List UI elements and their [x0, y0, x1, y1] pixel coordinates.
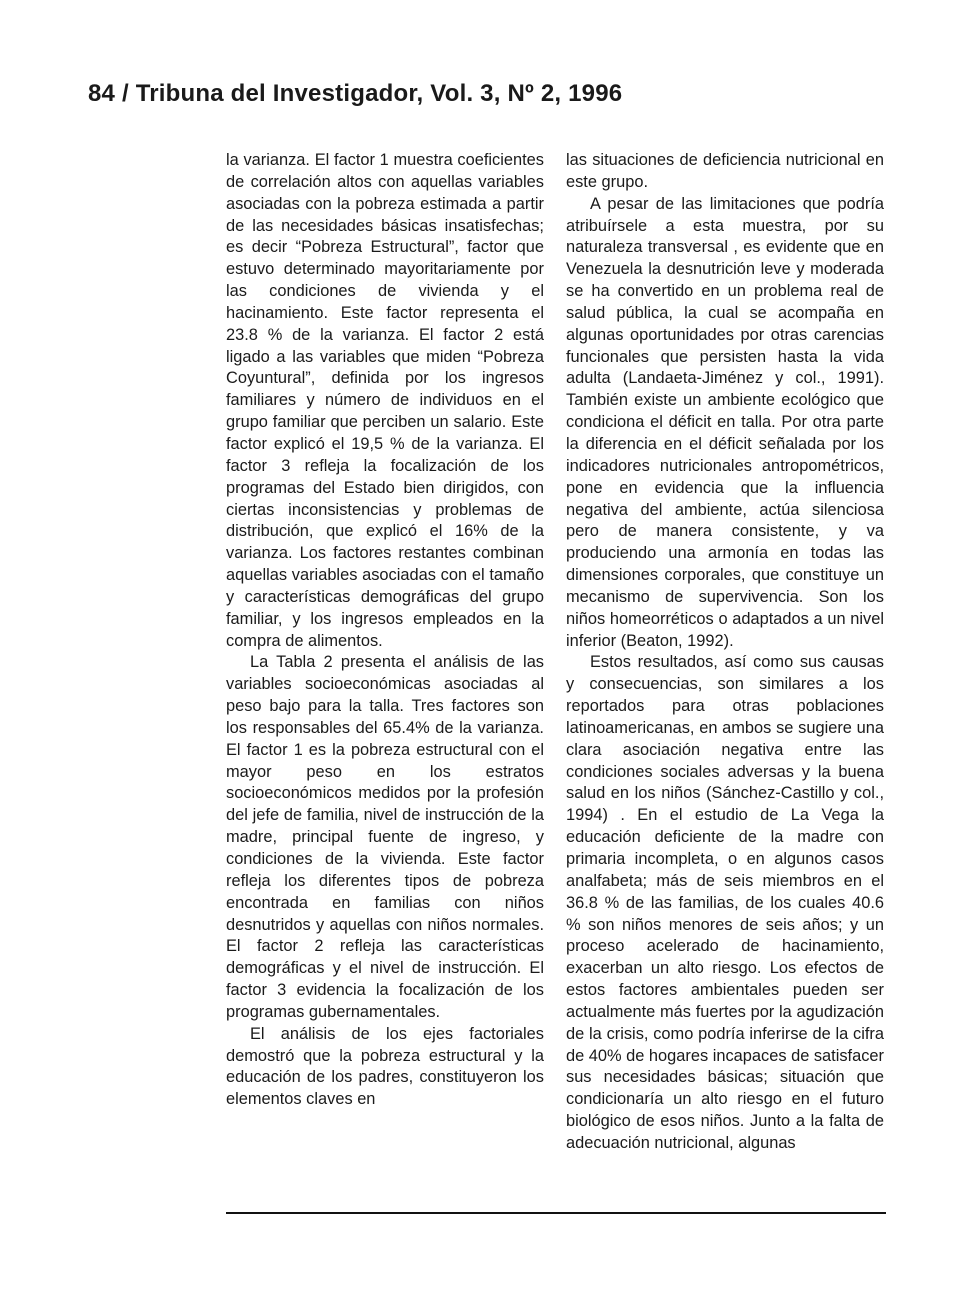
right-paragraph-3: Estos resultados, así como sus causas y consecuencias, son similares a los reportados para otras poblaciones latinoamericanas, en ambos se sugiere una clara asociación negativa entre las condiciones sociales adversas y la buena salud en los niños (Sánchez-Castillo y col., 1994) . En el estudio de La Vega la educación deficiente de la madre con primaria incompleta, o en algunos casos analfabeta; más de seis miembros en el 36.8 % de las familias, de los cuales 40.6 % son niños menores de seis años; y un proceso acelerado de hacinamiento, exacerban un alto riesgo. Los efectos de estos factores ambientales pueden ser actualmente más fuertes por la agudización de la crisis, como podría inferirse de la cifra de 40% de hogares incapaces de satisfacer sus necesidades básicas; situación que condicionaría un alto riesgo en el futuro biológico de esos niños. Junto a la falta de adecuación nutricional, algunas — [566, 653, 885, 1152]
left-paragraph-3: El análisis de los ejes factoriales demostró que la pobreza estructural y la educación de los padres, constituyeron los elementos claves en — [226, 1024, 544, 1109]
running-header: 84 / Tribuna del Investigador, Vol. 3, Nº 2, 1996 — [88, 80, 623, 107]
right-paragraph-2: A pesar de las limitaciones que podría atribuírsele a esta muestra, por su naturaleza transversal , es evidente que en Venezuela la desnutrición leve y moderada se ha convertido en un problema real de salud pública, la cual se acompaña en algunas oportunidades por otras carencias funcionales que persisten hasta la vida adulta (Landaeta-Jiménez y col., 1991). También existe un ambiente ecológico que condiciona el déficit en talla. Por otra parte la diferencia en el déficit señalada por los indicadores nutricionales antropométricos, pone en evidencia que la influencia negativa del ambiente, actúa silenciosa pero de manera consistente, y va produciendo una armonía en todas las dimensiones corporales, que constituye un mecanismo de supervivencia. Son los niños homeorréticos o adaptados a un nivel inferior (Beaton, 1992). — [566, 194, 884, 650]
right-paragraph-1: las situaciones de deficiencia nutricional en este grupo. — [566, 151, 884, 191]
left-paragraph-2: La Tabla 2 presenta el análisis de las variables socioeconómicas asociadas al peso bajo para la talla. Tres factores son los responsables del 65.4% de la varianza. El factor 1 es la pobreza estructural con el mayor peso en los estratos socioeconómicos medidos por la profesión del jefe de familia, nivel de instrucción de la madre, principal fuente de ingreso, y condiciones de la vivienda. Este factor refleja los diferentes tipos de pobreza encontrada en familias con niños desnutridos y aquellas con niños normales. El factor 2 refleja las características demográficas y el nivel de instrucción. El factor 3 evidencia la focalización de los programas gubernamentales. — [226, 653, 544, 1021]
left-paragraph-1: la varianza. El factor 1 muestra coeficientes de correlación altos con aquellas variables asociadas con la pobreza estimada a partir de las necesidades básicas insatisfechas; es decir “Pobreza Estructural”, factor que estuvo determinado mayoritariamente por las condiciones de vivienda y el hacinamiento. Este factor representa el 23.8 % de la varianza. El factor 2 está ligado a las variables que miden “Pobreza Coyuntural”, definida por los ingresos familiares y número de individuos en el grupo familiar que perciben un salario. Este factor explicó el 19,5 % de la varianza. El factor 3 refleja la focalización de los programas del Estado bien dirigidos, con ciertas inconsistencias y problemas de distribución, que explicó el 16% de la varianza. Los factores restantes combinan aquellas variables asociadas con el tamaño y características demográficas del grupo familiar, y los ingresos empleados en la compra de alimentos. — [226, 151, 544, 650]
bottom-rule — [226, 1212, 886, 1214]
right-column — [566, 150, 884, 1155]
left-column — [226, 150, 544, 1111]
